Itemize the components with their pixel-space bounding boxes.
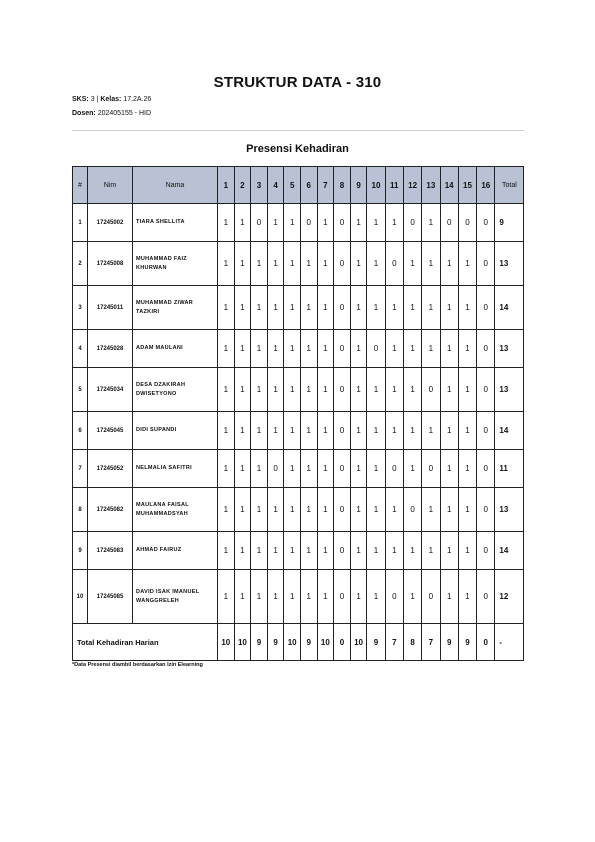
table-header-row [73, 167, 524, 204]
header-day-12: 12 [403, 167, 421, 204]
attendance-cell: 1 [300, 330, 317, 368]
attendance-cell: 1 [458, 570, 476, 624]
attendance-cell: 1 [458, 368, 476, 412]
attendance-cell: 0 [334, 532, 351, 570]
row-name: DESA DZAKIRAH DWISETYONO [133, 368, 218, 412]
attendance-cell: 1 [403, 330, 421, 368]
row-nim: 17245008 [88, 242, 133, 286]
attendance-cell: 1 [440, 570, 458, 624]
attendance-cell: 1 [385, 412, 403, 450]
row-nim: 17245082 [88, 488, 133, 532]
header-total: Total [495, 167, 524, 204]
attendance-cell: 1 [234, 242, 251, 286]
row-index: 7 [73, 450, 88, 488]
attendance-cell: 1 [317, 204, 334, 242]
daily-total-cell: 7 [422, 624, 440, 661]
attendance-cell: 1 [367, 204, 385, 242]
attendance-cell: 1 [385, 488, 403, 532]
table-footer-row [73, 624, 524, 661]
daily-total-cell: 0 [477, 624, 495, 661]
attendance-table [72, 166, 524, 661]
attendance-cell: 1 [440, 242, 458, 286]
attendance-cell: 1 [284, 488, 301, 532]
row-index: 8 [73, 488, 88, 532]
daily-total-cell: 10 [317, 624, 334, 661]
row-name: MAULANA FAISAL MUHAMMADSYAH [133, 488, 218, 532]
header-day-7: 7 [317, 167, 334, 204]
attendance-cell: 1 [317, 368, 334, 412]
kelas-label: Kelas: [100, 96, 122, 103]
row-index: 10 [73, 570, 88, 624]
attendance-cell: 1 [350, 368, 367, 412]
attendance-cell: 0 [334, 570, 351, 624]
attendance-cell: 1 [251, 450, 268, 488]
attendance-cell: 0 [440, 204, 458, 242]
attendance-cell: 1 [385, 204, 403, 242]
attendance-cell: 0 [367, 330, 385, 368]
daily-total-cell: 9 [300, 624, 317, 661]
footer-total: - [495, 624, 524, 661]
attendance-cell: 1 [317, 286, 334, 330]
attendance-cell: 1 [350, 412, 367, 450]
attendance-cell: 1 [251, 532, 268, 570]
attendance-cell: 0 [477, 412, 495, 450]
row-name: MUHAMMAD FAIZ KHURWAN [133, 242, 218, 286]
attendance-cell: 1 [267, 570, 284, 624]
attendance-cell: 0 [334, 286, 351, 330]
attendance-cell: 1 [300, 242, 317, 286]
attendance-cell: 1 [234, 532, 251, 570]
attendance-cell: 0 [300, 204, 317, 242]
daily-total-cell: 10 [234, 624, 251, 661]
header-day-2: 2 [234, 167, 251, 204]
attendance-cell: 0 [334, 368, 351, 412]
footer-label: Total Kehadiran Harian [73, 624, 218, 661]
row-nim: 17245045 [88, 412, 133, 450]
table-row [73, 532, 524, 570]
attendance-cell: 1 [458, 242, 476, 286]
header-day-5: 5 [284, 167, 301, 204]
attendance-cell: 1 [350, 488, 367, 532]
header-index: # [73, 167, 88, 204]
row-name: DIDI SUPANDI [133, 412, 218, 450]
attendance-cell: 1 [403, 450, 421, 488]
attendance-cell: 0 [403, 204, 421, 242]
attendance-cell: 1 [385, 286, 403, 330]
attendance-cell: 1 [317, 532, 334, 570]
table-row [73, 450, 524, 488]
row-nim: 17245028 [88, 330, 133, 368]
header-day-16: 16 [477, 167, 495, 204]
daily-total-cell: 10 [218, 624, 235, 661]
attendance-cell: 1 [234, 488, 251, 532]
attendance-cell: 0 [477, 204, 495, 242]
row-index: 9 [73, 532, 88, 570]
attendance-cell: 1 [300, 488, 317, 532]
attendance-cell: 1 [300, 532, 317, 570]
attendance-cell: 1 [234, 368, 251, 412]
attendance-cell: 1 [440, 450, 458, 488]
attendance-cell: 0 [477, 570, 495, 624]
row-nim: 17245034 [88, 368, 133, 412]
attendance-cell: 1 [284, 286, 301, 330]
attendance-cell: 1 [234, 570, 251, 624]
attendance-cell: 1 [284, 450, 301, 488]
attendance-cell: 1 [350, 242, 367, 286]
attendance-cell: 0 [385, 450, 403, 488]
attendance-cell: 1 [234, 450, 251, 488]
row-total: 14 [495, 286, 524, 330]
attendance-cell: 1 [350, 286, 367, 330]
attendance-cell: 1 [350, 450, 367, 488]
daily-total-cell: 10 [350, 624, 367, 661]
attendance-cell: 1 [367, 368, 385, 412]
table-row [73, 488, 524, 532]
attendance-cell: 1 [251, 368, 268, 412]
attendance-cell: 1 [251, 412, 268, 450]
header-day-15: 15 [458, 167, 476, 204]
header-day-10: 10 [367, 167, 385, 204]
attendance-cell: 1 [267, 368, 284, 412]
attendance-cell: 1 [234, 330, 251, 368]
row-total: 14 [495, 532, 524, 570]
attendance-cell: 1 [458, 532, 476, 570]
table-row [73, 570, 524, 624]
row-nim: 17245052 [88, 450, 133, 488]
attendance-cell: 1 [367, 412, 385, 450]
daily-total-cell: 7 [385, 624, 403, 661]
attendance-cell: 1 [300, 450, 317, 488]
row-total: 9 [495, 204, 524, 242]
attendance-cell: 1 [251, 242, 268, 286]
attendance-cell: 1 [317, 412, 334, 450]
attendance-cell: 1 [422, 412, 440, 450]
kelas-value: 17.2A.26 [123, 96, 152, 103]
attendance-cell: 1 [440, 368, 458, 412]
attendance-cell: 1 [422, 330, 440, 368]
header-day-11: 11 [385, 167, 403, 204]
row-name: MUHAMMAD ZIWAR TAZKIRI [133, 286, 218, 330]
row-total: 12 [495, 570, 524, 624]
attendance-cell: 1 [284, 532, 301, 570]
attendance-cell: 1 [251, 286, 268, 330]
row-total: 11 [495, 450, 524, 488]
header-day-1: 1 [218, 167, 235, 204]
attendance-cell: 1 [218, 330, 235, 368]
attendance-cell: 1 [284, 204, 301, 242]
attendance-cell: 1 [284, 330, 301, 368]
attendance-cell: 0 [422, 570, 440, 624]
header-name: Nama [133, 167, 218, 204]
attendance-cell: 1 [251, 330, 268, 368]
attendance-cell: 1 [422, 242, 440, 286]
attendance-cell: 0 [334, 330, 351, 368]
row-index: 2 [73, 242, 88, 286]
header-day-13: 13 [422, 167, 440, 204]
daily-total-cell: 8 [403, 624, 421, 661]
row-total: 13 [495, 242, 524, 286]
row-name: NELMALIA SAFITRI [133, 450, 218, 488]
sks-value: 3 [90, 96, 95, 103]
attendance-cell: 1 [440, 330, 458, 368]
attendance-cell: 0 [477, 532, 495, 570]
row-nim: 17245083 [88, 532, 133, 570]
header-day-14: 14 [440, 167, 458, 204]
row-index: 3 [73, 286, 88, 330]
attendance-cell: 1 [367, 532, 385, 570]
attendance-cell: 1 [234, 204, 251, 242]
attendance-cell: 1 [367, 450, 385, 488]
attendance-cell: 1 [403, 570, 421, 624]
row-index: 5 [73, 368, 88, 412]
attendance-cell: 1 [367, 286, 385, 330]
footnote: *Data Presensi diambil berdasarkan Izin Elearning [72, 662, 203, 668]
attendance-cell: 1 [317, 488, 334, 532]
attendance-cell: 1 [267, 532, 284, 570]
attendance-cell: 0 [477, 368, 495, 412]
attendance-cell: 1 [458, 286, 476, 330]
table-row [73, 286, 524, 330]
row-total: 13 [495, 368, 524, 412]
attendance-cell: 1 [234, 412, 251, 450]
attendance-cell: 0 [267, 450, 284, 488]
attendance-cell: 1 [300, 412, 317, 450]
attendance-cell: 1 [440, 488, 458, 532]
attendance-cell: 1 [267, 412, 284, 450]
attendance-cell: 1 [350, 330, 367, 368]
attendance-cell: 1 [422, 532, 440, 570]
attendance-cell: 1 [367, 242, 385, 286]
row-total: 13 [495, 330, 524, 368]
attendance-cell: 1 [284, 570, 301, 624]
attendance-cell: 1 [458, 450, 476, 488]
course-info [72, 96, 151, 103]
attendance-cell: 1 [440, 412, 458, 450]
attendance-cell: 1 [458, 412, 476, 450]
attendance-cell: 1 [367, 570, 385, 624]
row-nim: 17245085 [88, 570, 133, 624]
section-title: Presensi Kehadiran [246, 143, 349, 155]
attendance-cell: 0 [477, 450, 495, 488]
row-name: AHMAD FAIRUZ [133, 532, 218, 570]
daily-total-cell: 0 [334, 624, 351, 661]
attendance-cell: 0 [334, 412, 351, 450]
attendance-cell: 1 [218, 286, 235, 330]
attendance-cell: 1 [218, 204, 235, 242]
row-total: 13 [495, 488, 524, 532]
daily-total-cell: 9 [440, 624, 458, 661]
attendance-cell: 1 [403, 532, 421, 570]
table-row [73, 412, 524, 450]
lecturer-info [72, 110, 151, 117]
header-nim: Nim [88, 167, 133, 204]
row-nim: 17245002 [88, 204, 133, 242]
attendance-cell: 0 [422, 450, 440, 488]
attendance-cell: 1 [440, 286, 458, 330]
attendance-cell: 0 [334, 204, 351, 242]
header-day-6: 6 [300, 167, 317, 204]
attendance-cell: 1 [284, 368, 301, 412]
attendance-cell: 1 [317, 330, 334, 368]
attendance-cell: 1 [367, 488, 385, 532]
attendance-cell: 1 [267, 242, 284, 286]
attendance-cell: 1 [267, 488, 284, 532]
dosen-value: 202405155 - HID [97, 110, 152, 117]
header-day-4: 4 [267, 167, 284, 204]
attendance-cell: 1 [284, 242, 301, 286]
attendance-cell: 0 [385, 242, 403, 286]
attendance-cell: 0 [385, 570, 403, 624]
table-row [73, 242, 524, 286]
attendance-cell: 1 [218, 242, 235, 286]
attendance-cell: 1 [300, 570, 317, 624]
attendance-cell: 1 [267, 286, 284, 330]
attendance-cell: 1 [350, 532, 367, 570]
attendance-cell: 1 [267, 330, 284, 368]
row-index: 1 [73, 204, 88, 242]
attendance-cell: 1 [267, 204, 284, 242]
attendance-cell: 1 [284, 412, 301, 450]
attendance-cell: 0 [458, 204, 476, 242]
row-name: DAVID ISAK IMANUEL WANGGRELEH [133, 570, 218, 624]
table-row [73, 368, 524, 412]
row-total: 14 [495, 412, 524, 450]
attendance-cell: 0 [334, 450, 351, 488]
attendance-cell: 1 [218, 532, 235, 570]
attendance-cell: 1 [422, 204, 440, 242]
attendance-cell: 1 [218, 412, 235, 450]
daily-total-cell: 9 [367, 624, 385, 661]
attendance-cell: 1 [422, 286, 440, 330]
attendance-cell: 0 [477, 286, 495, 330]
attendance-cell: 1 [251, 488, 268, 532]
attendance-cell: 1 [317, 570, 334, 624]
attendance-cell: 0 [334, 242, 351, 286]
attendance-cell: 0 [422, 368, 440, 412]
daily-total-cell: 9 [267, 624, 284, 661]
attendance-cell: 1 [385, 368, 403, 412]
attendance-cell: 1 [422, 488, 440, 532]
attendance-cell: 1 [300, 368, 317, 412]
attendance-cell: 1 [350, 570, 367, 624]
row-index: 4 [73, 330, 88, 368]
daily-total-cell: 10 [284, 624, 301, 661]
attendance-cell: 1 [218, 368, 235, 412]
daily-total-cell: 9 [251, 624, 268, 661]
attendance-cell: 1 [458, 330, 476, 368]
daily-total-cell: 9 [458, 624, 476, 661]
attendance-cell: 1 [385, 330, 403, 368]
attendance-cell: 1 [317, 242, 334, 286]
attendance-cell: 0 [403, 488, 421, 532]
header-day-8: 8 [334, 167, 351, 204]
attendance-cell: 0 [334, 488, 351, 532]
attendance-cell: 1 [218, 570, 235, 624]
attendance-cell: 1 [300, 286, 317, 330]
table-row [73, 204, 524, 242]
attendance-cell: 1 [218, 488, 235, 532]
attendance-cell: 1 [218, 450, 235, 488]
attendance-cell: 1 [403, 368, 421, 412]
attendance-cell: 1 [385, 532, 403, 570]
row-nim: 17245011 [88, 286, 133, 330]
dosen-label: Dosen: [72, 110, 96, 117]
attendance-cell: 1 [440, 532, 458, 570]
attendance-cell: 0 [477, 488, 495, 532]
sks-label: SKS: [72, 96, 89, 103]
row-index: 6 [73, 412, 88, 450]
attendance-cell: 1 [350, 204, 367, 242]
attendance-cell: 0 [251, 204, 268, 242]
separator: | [96, 96, 99, 103]
header-day-3: 3 [251, 167, 268, 204]
attendance-cell: 1 [458, 488, 476, 532]
divider [72, 130, 524, 131]
attendance-cell: 1 [234, 286, 251, 330]
row-name: TIARA SHELLITA [133, 204, 218, 242]
attendance-cell: 0 [477, 330, 495, 368]
row-name: ADAM MAULANI [133, 330, 218, 368]
table-row [73, 330, 524, 368]
attendance-cell: 1 [403, 242, 421, 286]
attendance-cell: 1 [317, 450, 334, 488]
attendance-cell: 1 [403, 412, 421, 450]
attendance-cell: 1 [251, 570, 268, 624]
attendance-cell: 1 [403, 286, 421, 330]
page-title: STRUKTUR DATA - 310 [213, 74, 382, 91]
header-day-9: 9 [350, 167, 367, 204]
attendance-cell: 0 [477, 242, 495, 286]
